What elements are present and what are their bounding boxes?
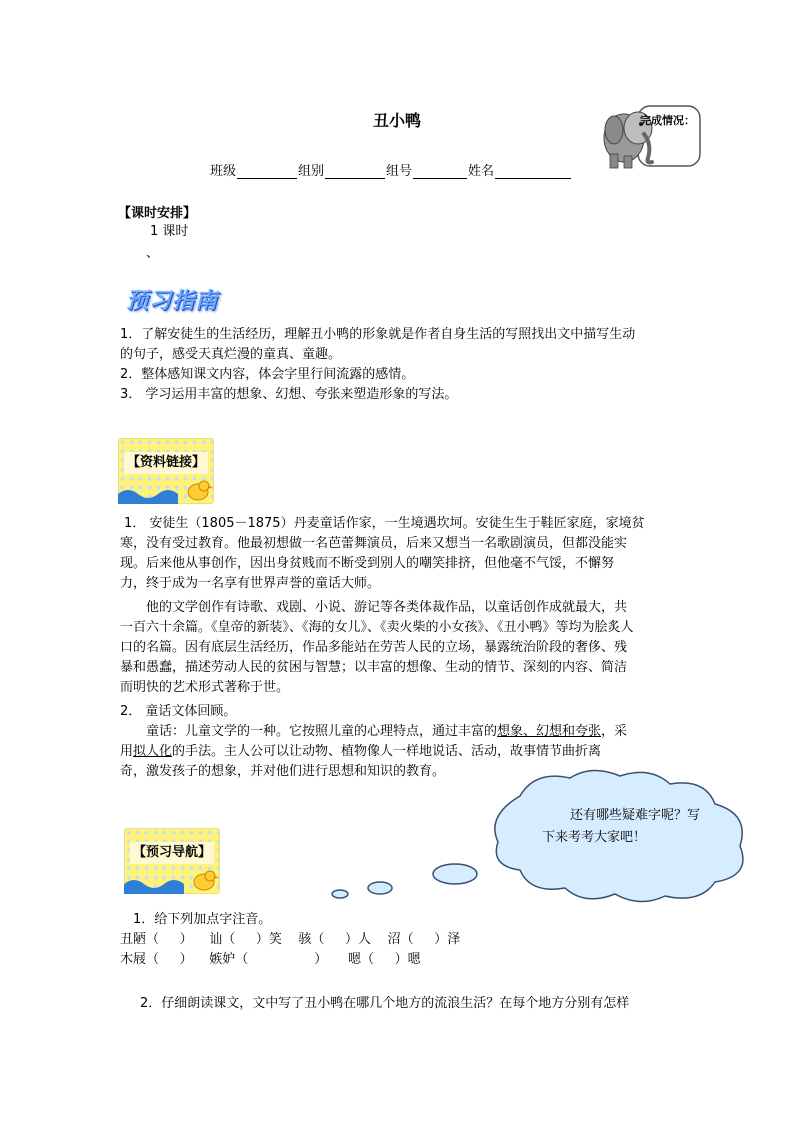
cloud-text-line: 下来考考大家吧！ — [542, 830, 647, 845]
pinyin-row: 木屐（ ） 嫉妒（ ） 嗯（ ）嗯 — [120, 952, 421, 967]
text-line — [120, 722, 627, 742]
text-line: 暴和愚蠢，描述劳动人民的贫困与智慧；以丰富的想像、生动的情节、深刻的内容、简洁 — [120, 660, 628, 675]
cloud-text-line: 还有哪些疑难字呢？写 — [570, 808, 701, 823]
group-field[interactable] — [325, 164, 385, 179]
text-line: 他的文学创作有诗歌、戏剧、小说、游记等各类体裁作品，以童话创作成就最大，共 — [146, 600, 628, 615]
group-no-field[interactable] — [413, 164, 467, 179]
name-label: 姓名 — [468, 164, 495, 179]
preview-badge-label: 【预习导航】 — [130, 842, 214, 864]
text-line: 口的名篇。因有底层生活经历，作品多能站在劳苦人民的立场，暴露统治阶段的奢侈、残 — [120, 640, 628, 655]
page-title: 丑小鸭 — [372, 111, 421, 130]
guide-item: 1．了解安徒生的生活经历，理解丑小鸭的形象就是作者自身生活的写照找出文中描写生动 — [120, 327, 636, 342]
materials-paragraph-2 — [120, 598, 634, 698]
text-span: 童话：儿童文学的一种。它按照儿童的心理特点，通过丰富的 — [146, 724, 498, 739]
name-field[interactable] — [495, 164, 571, 179]
text-line: 1． 安徒生（1805－1875）丹麦童话作家，一生境遇坎坷。安徒生生于鞋匠家庭，家境贫 — [124, 516, 645, 531]
wave-duck-icon — [124, 868, 220, 894]
group-no-label: 组号 — [386, 164, 413, 179]
text-span: ，采 — [601, 724, 628, 739]
guide-item: 3． 学习运用丰富的想象、幻想、夸张来塑造形象的写法。 — [120, 387, 458, 402]
guide-item: 的句子，感受天真烂漫的童真、童趣。 — [120, 347, 342, 362]
question-2: 2．仔细朗读课文，文中写了丑小鸭在哪几个地方的流浪生活？在每个地方分别有怎样 — [140, 996, 630, 1011]
materials-badge — [118, 438, 214, 504]
underlined-term: 拟人化 — [133, 744, 173, 759]
schedule-value: 1 课时 — [150, 224, 189, 239]
underlined-term: 想象、幻想和夸张 — [497, 724, 602, 739]
text-line: 而明快的艺术形式著称于世。 — [120, 680, 290, 695]
wave-duck-icon — [118, 478, 214, 504]
guide-list — [120, 325, 635, 405]
text-line — [120, 742, 627, 762]
class-field[interactable] — [237, 164, 297, 179]
group-label: 组别 — [298, 164, 325, 179]
materials-paragraph-1 — [120, 514, 645, 594]
text-span: 用 — [120, 744, 134, 759]
schedule-mark: 、 — [146, 246, 160, 261]
text-line: 现。后来他从事创作，因出身贫贱而不断受到别人的嘲笑排挤，但他毫不气馁，不懈努 — [120, 556, 615, 571]
guide-item: 2．整体感知课文内容，体会字里行间流露的感情。 — [120, 367, 415, 382]
text-line: 一百六十余篇。《皇帝的新装》、《海的女儿》、《卖火柴的小女孩》、《丑小鸭》等均为脍炙人 — [120, 620, 634, 635]
question-1: 1．给下列加点字注音。 — [133, 912, 272, 927]
elephant-icon — [600, 100, 704, 172]
class-label: 班级 — [210, 164, 237, 179]
schedule-heading: 【课时安排】 — [118, 206, 197, 221]
text-line: 力，终于成为一名享有世界声誉的童话大师。 — [120, 576, 381, 591]
completion-badge — [600, 100, 704, 172]
text-line: 寒，没有受过教育。他最初想做一名芭蕾舞演员，后来又想当一名歌剧演员，但都没能实 — [120, 536, 628, 551]
preview-badge — [124, 828, 220, 894]
fairy-tale-review-title: 2． 童话文体回顾。 — [120, 704, 237, 719]
completion-label: 完成情况： — [640, 114, 695, 127]
guide-banner: 预习指南 — [126, 289, 219, 314]
text-span: 的手法。主人公可以让动物、植物像人一样地说话、活动，故事情节曲折离 — [172, 744, 602, 759]
student-info-line — [210, 160, 572, 179]
materials-badge-label: 【资料链接】 — [124, 452, 208, 474]
text-line: 奇，激发孩子的想象，并对他们进行思想和知识的教育。 — [120, 764, 446, 779]
pinyin-row: 丑陋（ ） 讪（ ）笑 骇（ ）人 沼（ ）泽 — [120, 932, 461, 947]
